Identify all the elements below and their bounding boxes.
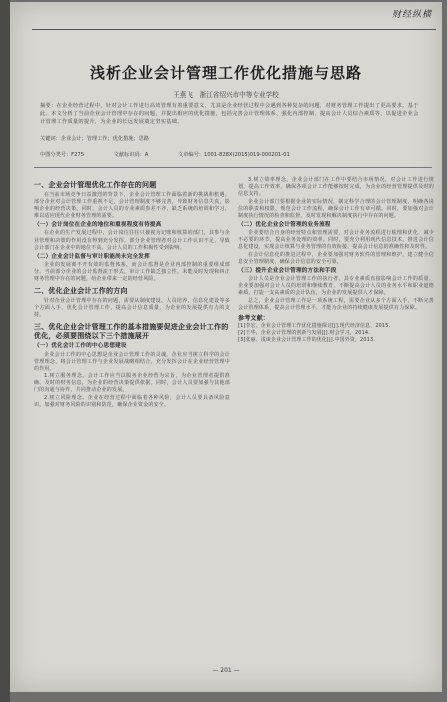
body-paragraph: 在会计信息化的推进过程中，企业要加强对财务软件的管理和维护，建立健全信息安全管理制度，确保会计信息的安全可靠。 — [238, 251, 434, 266]
reference-item: [1]李宏、企业会计管理工作优化措施探讨[J].现代经济信息，2015. — [238, 323, 391, 330]
article-keywords: 关键词：企业会计；管理工作；优化措施；思路 — [40, 136, 149, 142]
section-tag: 财经纵横 — [391, 10, 432, 20]
body-paragraph: 会计人员是企业会计管理工作的执行者，其专业素质直接影响会计工作的质量。企业要加强对会计人员的培训和继续教育，不断提高会计人员的业务水平和职业道德素质，打造一支高素质的会计队伍，为企业的发展提供人才保障。 — [238, 276, 434, 297]
section-heading: 三、优化企业会计管理工作的基本措施要促进企业会计工作的优化，必须要围绕以下三个措施展开 — [34, 323, 229, 341]
article-abstract: 摘要：在企业经营过程中，针对会计工作进行高效管理有着重要意义，尤其是企业经营过程中会遇到各种复杂的问题，对财务管理工作提出了更高要求。基于此，本文分析了当前企业会计管理中存在的问题，并提出相应的优化措施，包括完善会计管理体系、强化内部控制、提高会计人员综合素质等，以促进企业会计管理工作质量的提升，为企业的长远发展奠定坚实基础。 — [40, 103, 419, 125]
subsection-heading: （二）企业会计监督与审计职能尚未完全发挥 — [34, 253, 150, 260]
header-rule — [32, 29, 436, 30]
body-paragraph: 总之，企业会计管理工作是一项系统工程，需要企业从多个方面入手，不断完善会计管理体系，提高会计管理水平，才能为企业的持续健康发展提供有力保障。 — [238, 298, 434, 312]
article-meta — [40, 151, 424, 158]
body-paragraph: 1.树立服务理念。会计工作应当以服务企业经营为宗旨，为企业管理者提供准确、及时的财务信息，为企业的经营决策提供依据。同时，会计人员要加强与其他部门的沟通与协作，共同推动企业的发展。 — [34, 373, 230, 394]
body-paragraph: 针对企业会计管理中存在的问题，需要从制度建设、人员培养、信息化建设等多个方面入手，优化会计管理工作，提高会计信息质量，为企业的发展提供有力的支持。 — [34, 298, 230, 319]
body-paragraph: 企业会计部门要根据企业的实际情况，制定科学合理的会计管理制度，明确各岗位的职责和权限，规范会计工作流程，确保会计工作有章可循。同时，要加强对会计制度执行情况的检查和监督，及时发现和解决制度执行中存在的问题。 — [238, 198, 434, 219]
subsection-heading: （二）优化企业会计管理的业务流程 — [238, 222, 331, 229]
page-number: — 201 — — [212, 667, 240, 674]
classification-number: 中图分类号：F275 — [40, 152, 85, 158]
body-paragraph: 企业会计工作的中心思想是企业会计管理工作的灵魂，企业应当树立科学的会计管理理念，将会计管理工作与企业发展战略相结合，充分发挥会计在企业经营管理中的作用。 — [34, 351, 230, 372]
article-authors: 王燕飞 浙江省绍兴市中等专业学校 — [173, 91, 279, 99]
article-number: 文章编号：1001-828X(2015)019-000201-01 — [178, 152, 290, 158]
article-title: 浅析企业会计管理工作优化措施与思路 — [89, 64, 362, 82]
references-heading: 参考文献： — [238, 315, 270, 323]
body-paragraph: 在当前市场竞争日益激烈的背景下，企业会计管理工作面临着新的挑战和机遇。部分企业对会计管理工作重视不足，会计管理制度不够完善，导致财务信息失真，影响企业的经营决策。同时，会计人员的专业素质参差不齐，缺乏系统的培训和学习，难以适应现代企业财务管理的需要。 — [34, 192, 230, 220]
body-paragraph: 在企业的生产发展过程中，会计岗位往往只被视为记账和核算的部门，其参与企业管理和决策的作用没有得到充分发挥。部分企业管理者对会计工作认识不足，导致会计部门在企业中的地位不高，会计人员的工作积极性受到影响。 — [34, 230, 230, 251]
reference-item: [3]张丽、浅谈企业会计管理工作的优化[J].中国外资，2013. — [238, 337, 376, 344]
section-heading: 二、优化企业会计工作的方向 — [34, 287, 128, 296]
body-paragraph: 2.树立风险理念。企业在经营过程中面临着各种风险，会计人员要具备风险意识，加强对财务风险的识别和防范，确保企业资金的安全。 — [34, 395, 230, 409]
right-column — [238, 177, 434, 345]
left-column — [34, 177, 230, 410]
page-edge-shadow — [0, 0, 10, 702]
document-page — [10, 2, 442, 692]
reference-item: [2]王华、企业会计管理的创新与发展[J].财会学习，2014. — [238, 330, 370, 337]
subsection-heading: （一）优化会计工作的中心思想建设 — [34, 343, 127, 350]
body-paragraph: 企业要结合自身的经营特点和管理需要，对会计业务流程进行梳理和优化，减少不必要的环节，提高业务处理的效率。同时，要充分利用现代信息技术，推进会计信息化建设，实现会计核算与业务管理的有效衔接，提高会计信息的准确性和及时性。 — [238, 230, 434, 251]
subsection-heading: （一）会计岗位在企业的地位和重视程度有待提高 — [34, 222, 162, 229]
section-heading: 一、企业会计管理优化工作存在的问题 — [34, 181, 157, 189]
body-paragraph: 企业的发展离不开有效的监督体系，而会计监督是企业内部控制的重要组成部分。当前部分企业的会计监督流于形式，审计工作缺乏独立性，未能及时发现和纠正财务管理中存在的问题，给企业带来一定的经营风险。 — [34, 261, 230, 283]
subsection-heading: （三）提升企业会计管理的方法和手段 — [238, 268, 337, 275]
document-code: 文献标识码：A — [113, 152, 149, 158]
abstract-divider — [34, 167, 432, 168]
body-paragraph: 3.树立效率理念。企业会计部门在工作中要结合市场情况，对会计工作进行规划，提高工作效率，确保各项会计工作能够按时完成，为企业的经营管理提供及时的信息支持。 — [238, 177, 434, 198]
